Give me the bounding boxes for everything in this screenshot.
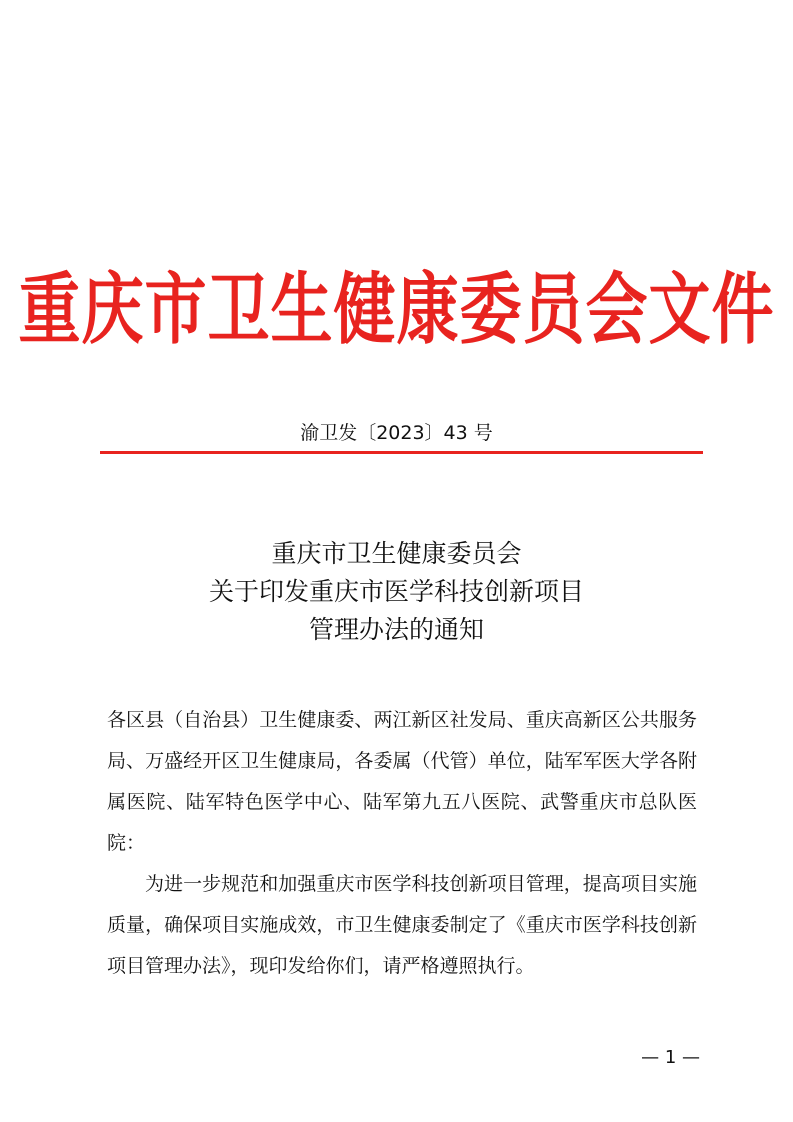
document-body (107, 700, 697, 987)
document-number: 渝卫发〔2023〕43 号 (300, 422, 493, 444)
masthead-title: 重庆市卫生健康委员会文件 (18, 263, 775, 355)
document-title (0, 535, 793, 649)
title-line-2: 关于印发重庆市医学科技创新项目 (208, 577, 584, 606)
red-divider-line (100, 451, 703, 454)
title-line-1: 重庆市卫生健康委员会 (271, 539, 522, 568)
body-paragraph: 为进一步规范和加强重庆市医学科技创新项目管理，提高项目实施质量，确保项目实施成效，市卫生健康委制定了《重庆市医学科技创新项目管理办法》，现印发给你们，请严格遵照执行。 (107, 873, 697, 977)
addressees-paragraph: 各区县（自治县）卫生健康委、两江新区社发局、重庆高新区公共服务局、万盛经开区卫生健康局，各委属（代管）单位，陆军军医大学各附属医院、陆军特色医学中心、陆军第九五八医院、武警重庆市总队医院： (107, 709, 697, 854)
page-number: — 1 — (641, 1047, 700, 1068)
title-line-3: 管理办法的通知 (308, 615, 484, 644)
